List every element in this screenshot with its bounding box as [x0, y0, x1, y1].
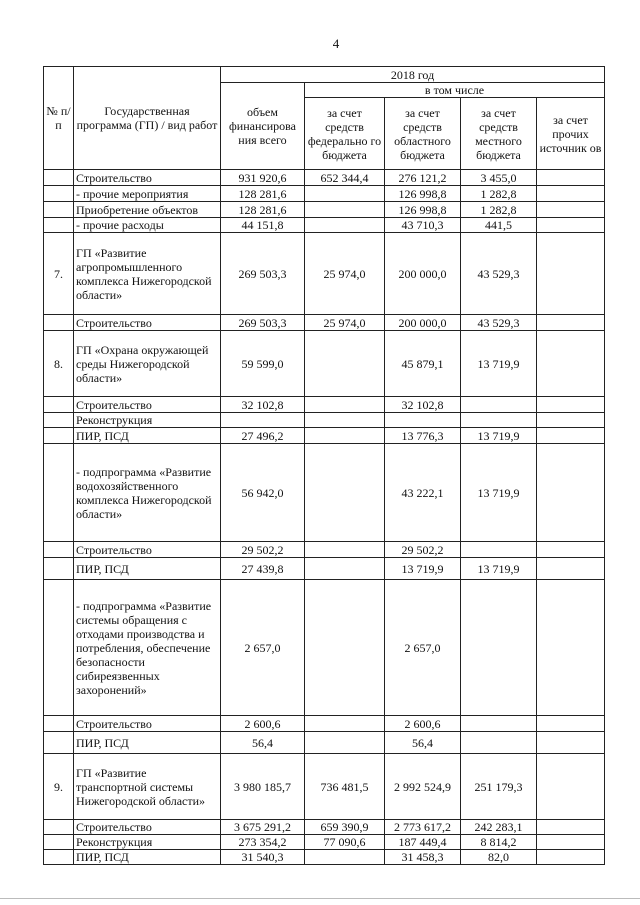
row-local: [461, 716, 537, 732]
row-total: 273 354,2: [221, 835, 305, 850]
row-total: 3 980 185,7: [221, 754, 305, 820]
row-name: Строительство: [74, 542, 221, 558]
row-total: 3 675 291,2: [221, 820, 305, 835]
row-total: 128 281,6: [221, 202, 305, 218]
row-num: 8.: [44, 331, 74, 397]
table-row: [44, 170, 605, 186]
table-row: [44, 186, 605, 202]
row-other: [537, 218, 605, 233]
row-federal: [305, 202, 385, 218]
row-total: 931 920,6: [221, 170, 305, 186]
row-total: 29 502,2: [221, 542, 305, 558]
row-federal: [305, 218, 385, 233]
row-num: [44, 186, 74, 202]
row-regional: 2 773 617,2: [385, 820, 461, 835]
row-name: - прочие расходы: [74, 218, 221, 233]
row-num: [44, 413, 74, 428]
row-local: [461, 580, 537, 716]
row-name: Строительство: [74, 716, 221, 732]
row-total: 31 540,3: [221, 850, 305, 865]
header-year: 2018 год: [221, 67, 605, 83]
row-total: 56,4: [221, 732, 305, 754]
row-total: 32 102,8: [221, 397, 305, 413]
row-local: [461, 413, 537, 428]
row-regional: 13 719,9: [385, 558, 461, 580]
row-federal: 25 974,0: [305, 315, 385, 331]
row-local: 43 529,3: [461, 315, 537, 331]
row-federal: [305, 732, 385, 754]
row-other: [537, 850, 605, 865]
row-local: 13 719,9: [461, 331, 537, 397]
header-local: за счет средств местного бюджета: [461, 98, 537, 170]
table-row: [44, 202, 605, 218]
header-program: Государственная программа (ГП) / вид работ: [74, 67, 221, 170]
row-other: [537, 580, 605, 716]
row-total: 44 151,8: [221, 218, 305, 233]
row-name: Строительство: [74, 315, 221, 331]
row-other: [537, 428, 605, 444]
row-regional: 200 000,0: [385, 233, 461, 315]
header-including: в том числе: [305, 83, 605, 98]
row-local: 8 814,2: [461, 835, 537, 850]
header-num: № п/п: [44, 67, 74, 170]
row-federal: 77 090,6: [305, 835, 385, 850]
table-row: [44, 218, 605, 233]
row-regional: 2 657,0: [385, 580, 461, 716]
row-other: [537, 732, 605, 754]
row-name: Строительство: [74, 397, 221, 413]
table-row: [44, 716, 605, 732]
row-local: 251 179,3: [461, 754, 537, 820]
row-num: [44, 428, 74, 444]
row-local: [461, 397, 537, 413]
row-regional: 126 998,8: [385, 202, 461, 218]
row-total: 128 281,6: [221, 186, 305, 202]
row-other: [537, 170, 605, 186]
row-name: ПИР, ПСД: [74, 428, 221, 444]
row-regional: 56,4: [385, 732, 461, 754]
row-federal: [305, 397, 385, 413]
row-regional: 29 502,2: [385, 542, 461, 558]
row-total: 2 600,6: [221, 716, 305, 732]
row-federal: [305, 542, 385, 558]
row-federal: 736 481,5: [305, 754, 385, 820]
row-total: 56 942,0: [221, 444, 305, 542]
row-other: [537, 835, 605, 850]
row-num: 9.: [44, 754, 74, 820]
row-federal: [305, 850, 385, 865]
row-federal: [305, 580, 385, 716]
row-name: Реконструкция: [74, 413, 221, 428]
row-local: 3 455,0: [461, 170, 537, 186]
row-num: [44, 732, 74, 754]
row-federal: [305, 444, 385, 542]
row-num: [44, 580, 74, 716]
row-regional: 31 458,3: [385, 850, 461, 865]
row-federal: [305, 716, 385, 732]
row-local: 242 283,1: [461, 820, 537, 835]
row-name: ПИР, ПСД: [74, 850, 221, 865]
page-bottom-divider: [0, 898, 640, 899]
row-other: [537, 315, 605, 331]
row-other: [537, 202, 605, 218]
row-federal: [305, 331, 385, 397]
row-local: 13 719,9: [461, 444, 537, 542]
table-row: [44, 315, 605, 331]
table-row: [44, 732, 605, 754]
row-num: [44, 542, 74, 558]
row-regional: 45 879,1: [385, 331, 461, 397]
header-federal: за счет средств федерально го бюджета: [305, 98, 385, 170]
row-num: 7.: [44, 233, 74, 315]
row-federal: 25 974,0: [305, 233, 385, 315]
row-name: ПИР, ПСД: [74, 558, 221, 580]
row-local: 441,5: [461, 218, 537, 233]
table-row: [44, 820, 605, 835]
row-num: [44, 850, 74, 865]
row-num: [44, 558, 74, 580]
row-federal: [305, 186, 385, 202]
row-other: [537, 820, 605, 835]
row-num: [44, 444, 74, 542]
row-other: [537, 754, 605, 820]
row-total: 27 439,8: [221, 558, 305, 580]
table-row: [44, 580, 605, 716]
table-row: [44, 428, 605, 444]
row-other: [537, 558, 605, 580]
row-local: 82,0: [461, 850, 537, 865]
row-federal: [305, 413, 385, 428]
row-num: [44, 835, 74, 850]
row-local: [461, 732, 537, 754]
row-name: - подпрограмма «Развитие системы обращения с отходами производства и потребления, обеспечение безопасности сибиреязвенных захоронений»: [74, 580, 221, 716]
row-name: ГП «Развитие агропромышленного комплекса Нижегородской области»: [74, 233, 221, 315]
row-name: - прочие мероприятия: [74, 186, 221, 202]
row-name: ГП «Развитие транспортной системы Нижегородской области»: [74, 754, 221, 820]
row-other: [537, 444, 605, 542]
table-row: [44, 233, 605, 315]
table-row: [44, 542, 605, 558]
row-name: Приобретение объектов: [74, 202, 221, 218]
row-name: Строительство: [74, 170, 221, 186]
row-total: 269 503,3: [221, 315, 305, 331]
row-federal: 659 390,9: [305, 820, 385, 835]
row-regional: 2 600,6: [385, 716, 461, 732]
row-local: [461, 542, 537, 558]
row-regional: 13 776,3: [385, 428, 461, 444]
row-local: 43 529,3: [461, 233, 537, 315]
row-regional: 276 121,2: [385, 170, 461, 186]
row-regional: 43 222,1: [385, 444, 461, 542]
row-total: 269 503,3: [221, 233, 305, 315]
row-other: [537, 186, 605, 202]
row-name: Строительство: [74, 820, 221, 835]
row-num: [44, 202, 74, 218]
row-other: [537, 413, 605, 428]
table-row: [44, 444, 605, 542]
row-other: [537, 397, 605, 413]
row-total: 2 657,0: [221, 580, 305, 716]
row-local: 13 719,9: [461, 428, 537, 444]
page-number: 4: [332, 36, 340, 51]
row-regional: 200 000,0: [385, 315, 461, 331]
row-regional: 32 102,8: [385, 397, 461, 413]
row-num: [44, 315, 74, 331]
row-regional: [385, 413, 461, 428]
row-regional: 126 998,8: [385, 186, 461, 202]
table-row: [44, 754, 605, 820]
row-num: [44, 170, 74, 186]
row-num: [44, 716, 74, 732]
row-federal: [305, 428, 385, 444]
table-row: [44, 835, 605, 850]
row-other: [537, 542, 605, 558]
row-total: 59 599,0: [221, 331, 305, 397]
row-other: [537, 331, 605, 397]
row-name: Реконструкция: [74, 835, 221, 850]
row-total: [221, 413, 305, 428]
row-num: [44, 218, 74, 233]
row-regional: 43 710,3: [385, 218, 461, 233]
table-row: [44, 850, 605, 865]
row-name: ГП «Охрана окружающей среды Нижегородской области»: [74, 331, 221, 397]
row-local: 1 282,8: [461, 202, 537, 218]
header-other: за счет прочих источник ов: [537, 98, 605, 170]
row-name: ПИР, ПСД: [74, 732, 221, 754]
row-federal: 652 344,4: [305, 170, 385, 186]
row-name: - подпрограмма «Развитие водохозяйственного комплекса Нижегородской области»: [74, 444, 221, 542]
row-federal: [305, 558, 385, 580]
header-total: объем финансирова ния всего: [221, 83, 305, 170]
header-regional: за счет средств областного бюджета: [385, 98, 461, 170]
table-row: [44, 331, 605, 397]
row-other: [537, 233, 605, 315]
row-regional: 187 449,4: [385, 835, 461, 850]
table-row: [44, 397, 605, 413]
row-other: [537, 716, 605, 732]
table-row: [44, 413, 605, 428]
budget-table: [43, 66, 605, 865]
row-regional: 2 992 524,9: [385, 754, 461, 820]
row-total: 27 496,2: [221, 428, 305, 444]
row-num: [44, 397, 74, 413]
row-local: 1 282,8: [461, 186, 537, 202]
row-local: 13 719,9: [461, 558, 537, 580]
table-row: [44, 558, 605, 580]
row-num: [44, 820, 74, 835]
